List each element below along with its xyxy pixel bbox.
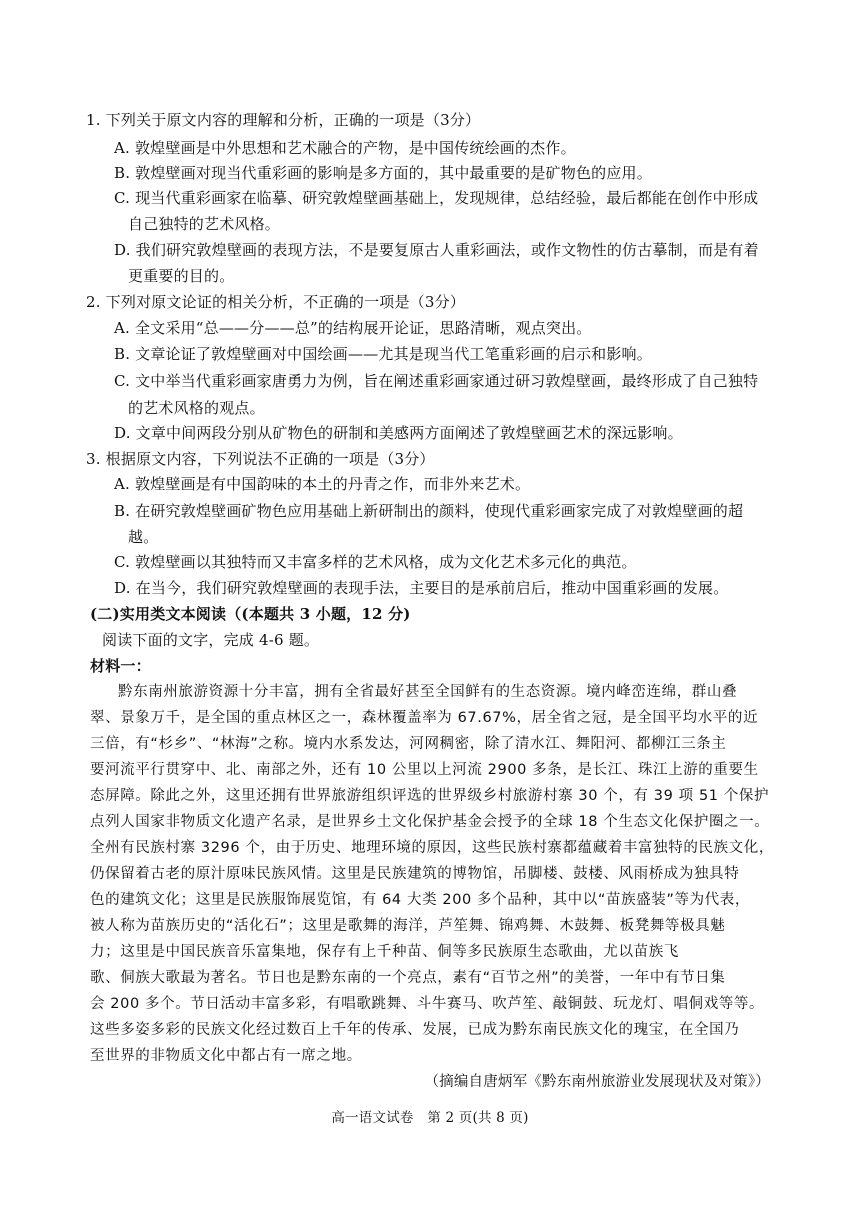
question-1-option-b: B. 敦煌壁画对现当代重彩画的影响是多方面的，其中最重要的是矿物色的应用。 (114, 164, 652, 182)
question-2-stem: 2. 下列对原文论证的相关分析，不正确的一项是（3分） (86, 293, 466, 311)
material-1-line: 全州有民族村寨 3296 个，由于历史、地理环境的原因，这些民族村寨都蕴藏着丰富独特的民族文化， (90, 840, 774, 856)
material-1-line: 要河流平行贯穿中、北、南部之外，还有 10 公里以上河流 2900 多条，是长江、珠江上游的重要生 (90, 762, 759, 778)
question-1-option-a: A. 敦煌壁画是中外思想和艺术融合的产物，是中国传统绘画的杰作。 (114, 139, 576, 157)
question-1-option-c: C. 现当代重彩画家在临摹、研究敦煌壁画基础上，发现规律，总结经验，最后都能在创作中形成 (114, 189, 759, 207)
question-3-option-d: D. 在当今，我们研究敦煌壁画的表现手法，主要目的是承前启后，推动中国重彩画的发展。 (114, 579, 729, 597)
material-1-line: 力；这里是中国民族音乐富集地，保存有上千种苗、侗等多民族原生态歌曲，尤以苗族飞 (90, 944, 679, 960)
question-2-option-d: D. 文章中间两段分别从矿物色的研制和美感两方面阐述了敦煌壁画艺术的深远影响。 (114, 424, 683, 442)
material-1-line: 仍保留着古老的原汁原味民族风情。这里是民族建筑的博物馆，吊脚楼、鼓楼、风雨桥成为独具特 (90, 866, 740, 882)
material-1-line: 被人称为苗族历史的“活化石”；这里是歌舞的海洋，芦笙舞、锦鸡舞、木鼓舞、板凳舞等极具魅 (90, 918, 726, 934)
page-footer: 高一语文试卷 第 2 页(共 8 页) (331, 1110, 529, 1126)
question-1-stem: 1. 下列关于原文内容的理解和分析，正确的一项是（3分） (86, 111, 481, 129)
material-1-label: 材料一： (90, 657, 151, 675)
question-3-option-a: A. 敦煌壁画是有中国韵味的本土的丹青之作，而非外来艺术。 (114, 475, 531, 493)
material-1-line: 色的建筑文化；这里是民族服饰展览馆，有 64 大类 200 多个品种，其中以“苗族盛装”等为代表， (90, 892, 750, 908)
question-2-option-a: A. 全文采用“总——分——总”的结构展开论证，思路清晰，观点突出。 (114, 319, 592, 337)
question-2-option-c: C. 文中举当代重彩画家唐勇力为例，旨在阐述重彩画家通过研习敦煌壁画，最终形成了自己独特 (114, 372, 759, 390)
material-1-line: 会 200 多个。节日活动丰富多彩，有唱歌跳舞、斗牛赛马、吹芦笙、敲铜鼓、玩龙灯、唱侗戏等等。 (90, 996, 765, 1012)
question-3-option-b: B. 在研究敦煌壁画矿物色应用基础上新研制出的颜料，使现代重彩画家完成了对敦煌壁画的超 (114, 502, 744, 520)
question-1-option-d: D. 我们研究敦煌壁画的表现方法，不是要复原古人重彩画法，或作文物性的仿古摹制，而是有着 (114, 241, 759, 259)
material-1-line: 至世界的非物质文化中都占有一席之地。 (90, 1048, 362, 1064)
material-1-line: 这些多姿多彩的民族文化经过数百上千年的传承、发展，已成为黔东南民族文化的瑰宝，在全国乃 (90, 1022, 740, 1038)
material-1-line: 黔东南州旅游资源十分丰富，拥有全省最好甚至全国鲜有的生态资源。境内峰峦连绵，群山叠 (118, 684, 738, 700)
material-1-line: 歌、侗族大歌最为著名。节日也是黔东南的一个亮点，素有“百节之州”的美誉，一年中有节日集 (90, 970, 726, 986)
material-1-source: （摘编自唐炳军《黔东南州旅游业发展现状及对策》） (424, 1074, 770, 1090)
material-1-line: 翠、景象万千，是全国的重点林区之一，森林覆盖率为 67.67%，居全省之冠，是全国平均水平的近 (90, 710, 759, 726)
question-3-stem: 3. 根据原文内容，下列说法不正确的一项是（3分） (86, 450, 435, 468)
question-2-option-b: B. 文章论证了敦煌壁画对中国绘画——尤其是现当代工笔重彩画的启示和影响。 (114, 345, 652, 363)
question-2-option-c-cont: 的艺术风格的观点。 (128, 399, 265, 417)
section-instruction: 阅读下面的文字，完成 4-6 题。 (102, 631, 320, 649)
material-1-line: 点列人国家非物质文化遗产名录，是世界乡土文化保护基金会授予的全球 18 个生态文化保护圈之一。 (90, 814, 770, 830)
question-3-option-b-cont: 越。 (128, 528, 159, 546)
question-3-option-c: C. 敦煌壁画以其独特而又丰富多样的艺术风格，成为文化艺术多元化的典范。 (114, 553, 637, 571)
question-1-option-d-cont: 更重要的目的。 (128, 267, 235, 285)
section-title: (二)实用类文本阅读（(本题共 3 小题，12 分) (90, 605, 411, 623)
question-1-option-c-cont: 自己独特的艺术风格。 (128, 215, 281, 233)
material-1-line: 态屏障。除此之外，这里还拥有世界旅游组织评选的世界级乡村旅游村寨 30 个，有 39 项 51 个保护 (90, 788, 770, 804)
material-1-line: 三倍，有“杉乡”、“林海”之称。境内水系发达，河网稠密，除了清水江、舞阳河、都柳江三条主 (90, 736, 727, 752)
